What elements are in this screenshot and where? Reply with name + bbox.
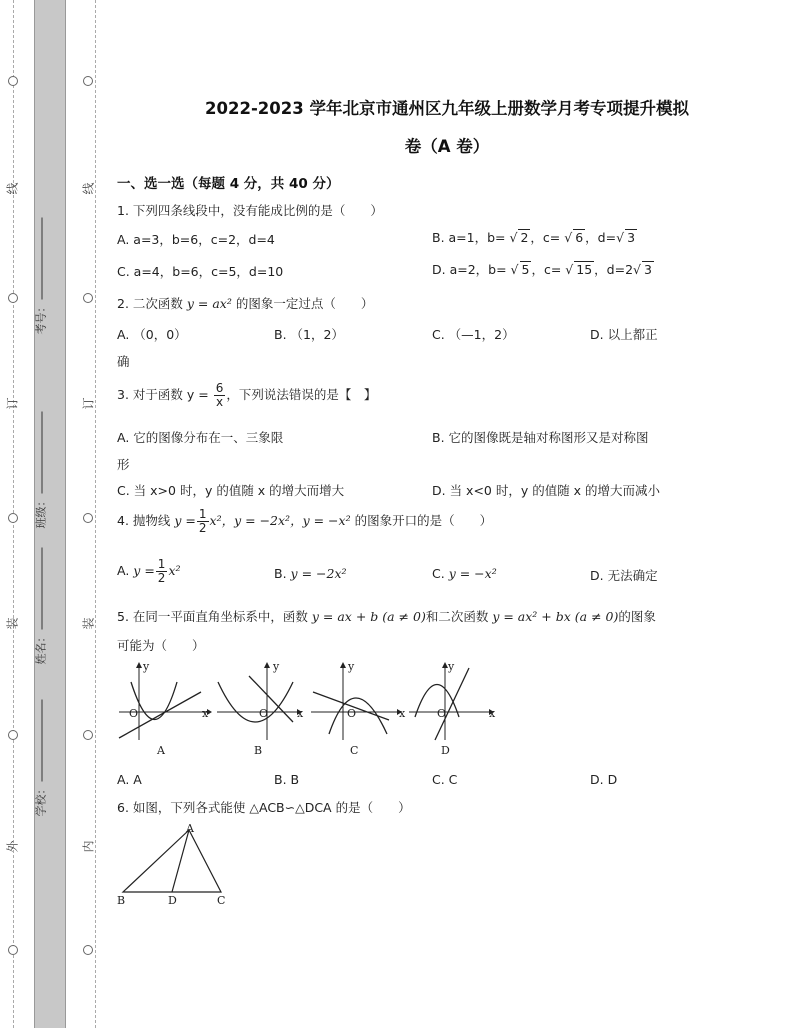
q1-option-c[interactable]: C. a=4，b=6，c=5，d=10 bbox=[117, 264, 284, 279]
q3-option-c[interactable]: C. 当 x>0 时，y 的值随 x 的增大而增大 bbox=[117, 483, 345, 498]
q5-graph-a-x: x bbox=[202, 707, 209, 720]
binding-hole bbox=[83, 945, 93, 955]
q5-graph-a bbox=[117, 662, 212, 742]
q1-option-b[interactable]: B. a=1，b= √ 2 ，c= √ 6 ，d=√ 3 bbox=[432, 230, 636, 245]
q1-option-a[interactable]: A. a=3，b=6，c=2，d=4 bbox=[117, 232, 275, 247]
binding-hole bbox=[83, 730, 93, 740]
outer-mark-wai: 外 bbox=[5, 840, 20, 853]
exam-number-field[interactable]: 考号： bbox=[33, 218, 49, 335]
class-field[interactable]: 班级： bbox=[33, 412, 49, 529]
q5-option-b[interactable]: B. B bbox=[274, 772, 300, 787]
question-2-stem: 2. 二次函数 y = ax² 的图象一定过点（ ） bbox=[117, 296, 374, 311]
outer-mark-ding: 订 bbox=[5, 397, 20, 410]
q5-option-a[interactable]: A. A bbox=[117, 772, 142, 787]
q2-option-a[interactable]: A. （0，0） bbox=[117, 327, 187, 342]
question-4-stem: 4. 抛物线 y = $\frac{1}{2}$ x²，y = −2x²，y = −x² 的图象开口的是（ ） bbox=[117, 507, 493, 535]
q5-graph-c bbox=[309, 662, 405, 742]
q6-triangle-figure bbox=[119, 826, 231, 898]
exam-title-line2: 卷（A 卷） bbox=[404, 137, 490, 156]
q6-label-c: C bbox=[217, 894, 226, 907]
q3-option-d[interactable]: D. 当 x<0 时，y 的值随 x 的增大而减小 bbox=[432, 483, 661, 498]
q5-graph-d-y: y bbox=[448, 660, 455, 673]
q3-option-b[interactable]: B. 它的图像既是轴对称图形又是对称图 bbox=[432, 430, 649, 445]
q5-graph-b-x: x bbox=[297, 707, 304, 720]
outer-mark-line: 线 bbox=[5, 182, 20, 195]
q2-option-b[interactable]: B. （1，2） bbox=[274, 327, 344, 342]
question-3-stem: 3. 对于函数 y = $\frac{6}{x}$ ，下列说法错误的是【 】 bbox=[117, 381, 377, 409]
q4-option-a[interactable]: A. y = $\frac{1}{2}$ x² bbox=[117, 557, 181, 585]
q5-graph-c-x: x bbox=[399, 707, 406, 720]
q5-option-c[interactable]: C. C bbox=[432, 772, 458, 787]
binding-hole bbox=[83, 513, 93, 523]
q5-graph-d-label: D bbox=[441, 744, 450, 757]
binding-hole bbox=[8, 513, 18, 523]
q3-option-a[interactable]: A. 它的图像分布在一、三象限 bbox=[117, 430, 284, 445]
binding-hole bbox=[8, 76, 18, 86]
question-5-stem-wrap: 可能为（ ） bbox=[117, 638, 205, 653]
q5-graph-c-origin: O bbox=[347, 707, 357, 720]
question-6-stem: 6. 如图，下列各式能使 △ACB∽△DCA 的是（ ） bbox=[117, 800, 411, 815]
q4-option-d[interactable]: D. 无法确定 bbox=[590, 568, 658, 583]
question-5-stem: 5. 在同一平面直角坐标系中，函数 y = ax + b (a ≠ 0)和二次函数 y = ax² + bx (a ≠ 0)的图象 bbox=[117, 609, 656, 624]
q5-graph-d-origin: O bbox=[437, 707, 447, 720]
q2-option-c[interactable]: C. （—1，2） bbox=[432, 327, 515, 342]
inner-cut-line bbox=[95, 0, 96, 1028]
school-field[interactable]: 学校： bbox=[33, 700, 49, 817]
q5-graph-a-origin: O bbox=[129, 707, 139, 720]
binding-hole bbox=[8, 730, 18, 740]
q5-graph-c-y: y bbox=[348, 660, 355, 673]
name-field[interactable]: 姓名： bbox=[33, 548, 49, 665]
outer-mark-zhuang: 装 bbox=[5, 617, 20, 630]
q2-option-d[interactable]: D. 以上都正 bbox=[590, 327, 658, 342]
q6-label-a: A bbox=[186, 822, 194, 835]
exam-title-line1: 2022-2023 学年北京市通州区九年级上册数学月考专项提升模拟 bbox=[205, 99, 689, 118]
q6-label-b: B bbox=[117, 894, 126, 907]
q5-graph-b-origin: O bbox=[259, 707, 269, 720]
inner-mark-line: 线 bbox=[81, 182, 96, 195]
q5-graph-b-label: B bbox=[254, 744, 263, 757]
question-1-stem: 1. 下列四条线段中，没有能成比例的是（ ） bbox=[117, 203, 383, 218]
binding-hole bbox=[8, 293, 18, 303]
q5-graph-a-label: A bbox=[157, 744, 165, 757]
q5-graph-c-label: C bbox=[350, 744, 359, 757]
q5-graph-d-x: x bbox=[489, 707, 496, 720]
q6-label-d: D bbox=[168, 894, 177, 907]
binding-hole bbox=[8, 945, 18, 955]
binding-hole bbox=[83, 76, 93, 86]
q4-option-c[interactable]: C. y = −x² bbox=[432, 566, 497, 581]
inner-mark-ding: 订 bbox=[81, 397, 96, 410]
q5-graph-b-y: y bbox=[273, 660, 280, 673]
q5-graph-a-y: y bbox=[143, 660, 150, 673]
q3-option-b-wrap: 形 bbox=[117, 457, 130, 472]
q5-graph-d bbox=[407, 662, 497, 742]
q5-graph-b bbox=[215, 662, 305, 742]
inner-mark-zhuang: 装 bbox=[81, 617, 96, 630]
q4-option-b[interactable]: B. y = −2x² bbox=[274, 566, 347, 581]
q5-option-d[interactable]: D. D bbox=[590, 772, 618, 787]
q2-option-d-wrap: 确 bbox=[117, 354, 130, 369]
binding-hole bbox=[83, 293, 93, 303]
section-heading: 一、选一选（每题 4 分，共 40 分） bbox=[117, 176, 340, 192]
q1-option-d[interactable]: D. a=2，b= √ 5 ，c= √ 15 ，d=2√ 3 bbox=[432, 262, 652, 277]
inner-mark-nei: 内 bbox=[81, 840, 96, 853]
